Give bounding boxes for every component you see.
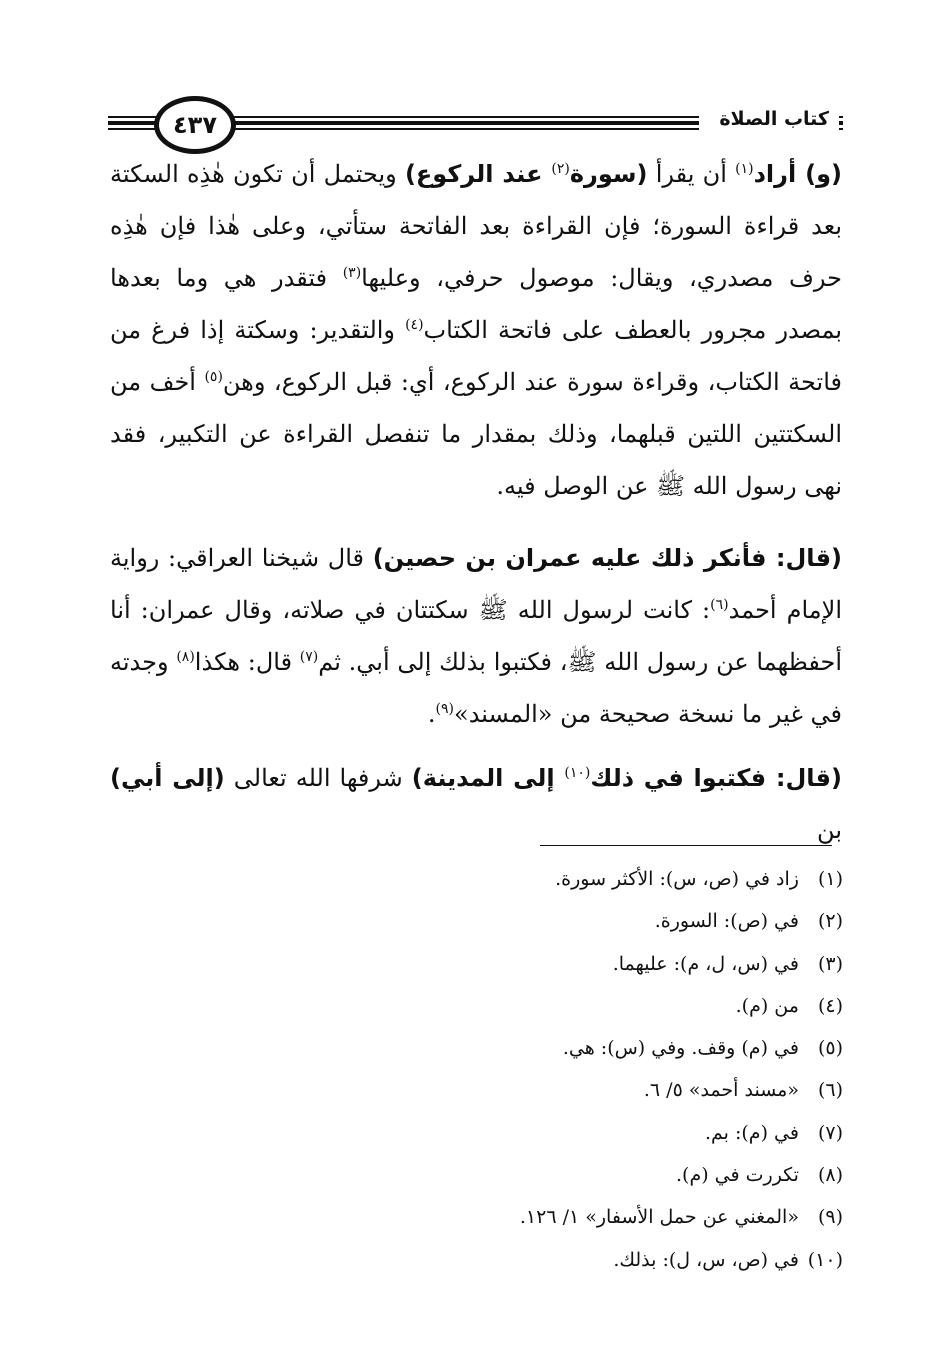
bracketed-text: (و) أراد	[753, 160, 842, 188]
footnote-ref[interactable]: (٦)	[710, 597, 729, 613]
footnote-ref[interactable]: (٨)	[176, 649, 195, 665]
footnote-item	[520, 1239, 843, 1281]
body-text: ويحتمل أن تكون هٰذِه السكتة بعد قراءة السورة؛ فإن القراءة بعد الفاتحة ستأتي، وعلى هٰذا فإن هٰذِه حرف مصدري، ويقال: موصول حرفي، وعليها	[110, 160, 842, 292]
bracketed-text: إلى المدينة)	[411, 764, 565, 792]
bracketed-text: (قال: فكتبوا في ذلك	[590, 764, 842, 792]
footnote-item	[520, 1112, 843, 1154]
footnote-number: (٩)	[817, 1206, 843, 1229]
footnote-number: (١)	[817, 868, 843, 890]
footnote-text: في (ص، س، ل): بذلك.	[613, 1248, 799, 1271]
footnote-text: من (م).	[735, 994, 799, 1017]
bracketed-text: (سورة	[569, 160, 648, 188]
footnote-ref[interactable]: (٥)	[204, 369, 223, 385]
paragraph-3	[110, 752, 842, 856]
page-number: ٤٣٧	[154, 96, 236, 154]
footnote-number: (٧)	[817, 1121, 843, 1144]
footnote-text: في (س، ل، م): عليهما.	[612, 952, 799, 975]
footnote-item	[520, 943, 843, 985]
footnote-text: تكررت في (م).	[676, 1164, 799, 1187]
paragraph-1	[110, 148, 842, 512]
footnote-number: (٤)	[817, 994, 843, 1017]
bracketed-text: عند الركوع)	[404, 160, 552, 188]
footnote-item	[520, 1027, 843, 1069]
footnote-item	[520, 858, 843, 900]
body-text: وجدته في غير ما نسخة صحيحة من «المسند»	[110, 648, 842, 728]
footnote-item	[520, 1069, 843, 1111]
footnote-item	[520, 900, 843, 942]
footnote-text: «المغني عن حمل الأسفار» ١/ ١٢٦.	[519, 1206, 799, 1229]
footnote-number: (٨)	[817, 1164, 843, 1187]
footnote-number: (٦)	[817, 1079, 843, 1102]
footnote-text: في (ص): السورة.	[654, 910, 799, 933]
footnote-ref[interactable]: (٣)	[342, 265, 362, 281]
footnote-ref[interactable]: (٧)	[299, 649, 319, 665]
body-text: بن	[817, 816, 842, 844]
footnote-ref[interactable]: (٤)	[405, 317, 424, 333]
body-text: .	[427, 700, 436, 728]
footnote-text: في (م): بم.	[704, 1121, 799, 1144]
footnotes-list	[520, 858, 843, 1281]
footnote-text: في (م) وقف. وفي (س): هي.	[562, 1037, 799, 1060]
footnote-separator	[540, 845, 832, 846]
footnote-item	[520, 1196, 843, 1238]
footnote-ref[interactable]: (٢)	[551, 161, 570, 177]
body-text: فتقدر هي وما بعدها بمصدر مجرور بالعطف على فاتحة الكتاب	[110, 264, 842, 344]
footnote-ref[interactable]: (١٠)	[564, 765, 591, 781]
body-text: أن يقرأ	[647, 160, 736, 188]
running-header-title: كتاب الصلاة	[719, 108, 829, 130]
footnote-ref[interactable]: (١)	[735, 161, 754, 177]
footnote-number: (٥)	[817, 1037, 843, 1060]
paragraph-2	[110, 532, 842, 740]
bracketed-text: (إلى أبي)	[110, 764, 225, 792]
body-text: أخف من السكتتين اللتين قبلهما، وذلك بمقدار ما تنفصل القراءة عن التكبير، فقد نهى رسول الله ﷺ عن الوصل فيه.	[110, 368, 842, 500]
body-text: شرفها الله تعالى	[224, 764, 412, 792]
footnote-text: زاد في (ص، س): الأكثر سورة.	[555, 868, 799, 890]
footnote-number: (١٠)	[807, 1248, 843, 1271]
body-text: قال: هكذا	[194, 648, 300, 676]
footnote-number: (٣)	[817, 952, 843, 975]
footnote-item	[520, 1154, 843, 1196]
footnote-item	[520, 985, 843, 1027]
body-text: والتقدير: وسكتة إذا فرغ من فاتحة الكتاب، وقراءة سورة عند الركوع، أي: قبل الركوع، وهن	[110, 316, 843, 396]
body-text: : كانت لرسول الله ﷺ سكتتان في صلاته، وقال عمران: أنا أحفظهما عن رسول الله ﷺ، فكتبوا بذلك إلى أبي. ثم	[110, 596, 842, 676]
footnote-ref[interactable]: (٩)	[435, 701, 455, 717]
footnote-text: «مسند أحمد» ٥/ ٦.	[643, 1079, 799, 1102]
footnote-number: (٢)	[817, 910, 843, 933]
bracketed-text: (قال: فأنكر ذلك عليه عمران بن حصين)	[372, 544, 843, 572]
body-text: قال شيخنا العراقي: رواية الإمام أحمد	[110, 544, 842, 624]
